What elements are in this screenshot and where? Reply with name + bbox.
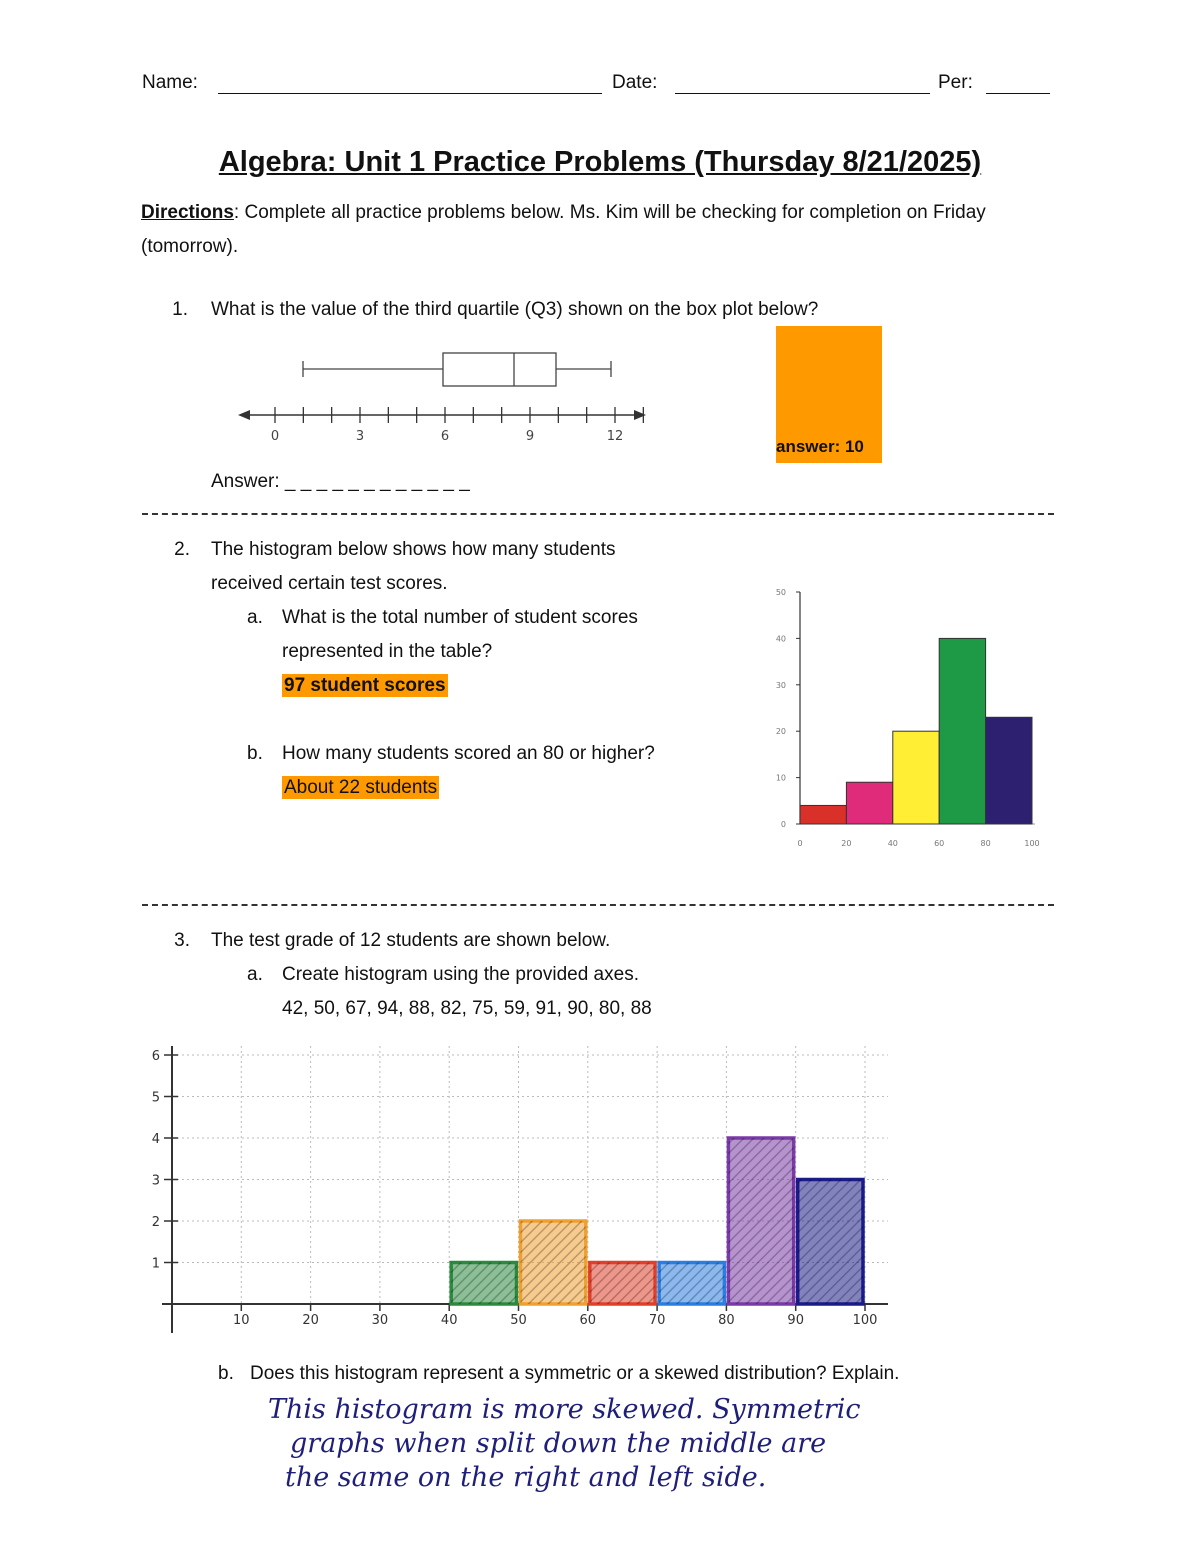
q3a-letter: a. — [247, 964, 263, 985]
drawn-bar-hatch — [521, 1221, 586, 1304]
directions-label: Directions — [141, 202, 234, 223]
q2b-letter: b. — [247, 743, 263, 764]
q1-answer-box — [776, 326, 882, 463]
score-histogram — [760, 582, 1050, 857]
student-header — [142, 72, 1052, 98]
handwritten-answer-line2: graphs when split down the middle are — [290, 1428, 827, 1459]
x-tick-label: 60 — [934, 839, 945, 848]
q2b-answer: About 22 students — [284, 777, 438, 798]
y-tick-label: 4 — [151, 1132, 160, 1147]
drawn-bar-hatch — [728, 1138, 793, 1304]
x-tick-label: 40 — [887, 839, 898, 848]
drawn-bar — [728, 1138, 793, 1304]
q3b-letter: b. — [218, 1363, 234, 1384]
q3a-question: Create histogram using the provided axes. — [282, 964, 639, 985]
drawn-bar — [659, 1263, 724, 1305]
x-tick-label: 70 — [648, 1313, 666, 1328]
histogram-bar — [846, 782, 892, 824]
histogram-bar — [939, 638, 985, 824]
separator-2 — [142, 904, 1054, 906]
y-tick-label: 6 — [151, 1049, 160, 1064]
date-label: Date: — [612, 72, 658, 93]
drawn-bar — [590, 1263, 655, 1305]
drawn-bar-hatch — [659, 1263, 724, 1305]
tick-label-0: 0 — [270, 429, 280, 444]
x-tick-label: 40 — [440, 1313, 458, 1328]
x-tick-label: 50 — [510, 1313, 527, 1328]
q3a-data: 42, 50, 67, 94, 88, 82, 75, 59, 91, 90, 80, 88 — [282, 998, 652, 1019]
y-tick-label: 1 — [151, 1256, 160, 1272]
drawn-histogram — [140, 1038, 900, 1338]
q1-question: What is the value of the third quartile (Q3) shown on the box plot below? — [211, 299, 819, 320]
name-label: Name: — [142, 72, 198, 93]
page-title: Algebra: Unit 1 Practice Problems (Thursday 8/21/2025) — [218, 146, 982, 178]
histogram-bar — [800, 805, 846, 824]
x-tick-label: 0 — [797, 839, 803, 848]
q2a-letter: a. — [247, 607, 263, 628]
y-tick-label: 20 — [775, 727, 786, 737]
number-line-labels — [271, 429, 623, 444]
x-tick-label: 60 — [579, 1313, 597, 1328]
q1-answer-line[interactable]: Answer: _ _ _ _ _ _ _ _ _ _ _ _ — [211, 471, 470, 492]
x-tick-label: 20 — [841, 839, 852, 848]
number-line-right-arrow — [634, 410, 646, 420]
q2-number: 2. — [174, 539, 190, 560]
y-tick-label: 0 — [780, 820, 786, 829]
q3b-question: Does this histogram represent a symmetric or a skewed distribution? Explain. — [250, 1363, 900, 1384]
box-plot — [230, 345, 660, 450]
y-tick-label: 5 — [151, 1090, 160, 1106]
q2b-question: How many students scored an 80 or higher? — [282, 743, 655, 764]
x-tick-label: 90 — [787, 1313, 804, 1328]
tick-label-6: 6 — [440, 429, 450, 444]
x-tick-label: 30 — [371, 1313, 389, 1328]
x-tick-label: 80 — [980, 839, 991, 848]
q1-answer-text: answer: 10 — [776, 437, 864, 456]
q2-question-line2: received certain test scores. — [211, 573, 448, 594]
x-tick-label: 100 — [1024, 839, 1040, 848]
tick-label-12: 12 — [606, 429, 624, 444]
directions-text: : Complete all practice problems below. Ms. Kim will be checking for completion on Friday (tomorrow). — [141, 202, 986, 257]
name-blank[interactable] — [218, 93, 602, 94]
y-tick-label: 3 — [151, 1173, 160, 1189]
y-tick-label: 10 — [775, 773, 786, 783]
y-tick-label: 30 — [775, 680, 786, 690]
drawn-bar — [798, 1180, 863, 1305]
q2-question-line1: The histogram below shows how many students — [211, 539, 616, 560]
tick-label-3: 3 — [355, 429, 365, 444]
x-tick-label: 100 — [852, 1313, 878, 1328]
handwritten-answer-line3: the same on the right and left side. — [285, 1462, 767, 1493]
y-tick-label: 50 — [775, 588, 786, 597]
y-tick-label: 2 — [151, 1215, 160, 1230]
handwritten-answer-line1: This histogram is more skewed. Symmetric — [268, 1394, 861, 1425]
date-blank[interactable] — [675, 93, 930, 94]
q3-number: 3. — [174, 930, 190, 951]
drawn-bar — [451, 1263, 516, 1305]
drawn-bar-hatch — [798, 1180, 863, 1305]
q2a-answer: 97 student scores — [284, 675, 446, 696]
number-line-left-arrow — [238, 410, 250, 420]
directions — [141, 196, 1061, 264]
separator-1 — [142, 513, 1054, 515]
q1-number: 1. — [172, 299, 188, 320]
drawn-bar-hatch — [451, 1263, 516, 1305]
y-tick-label: 40 — [775, 634, 786, 644]
histogram-bar — [893, 731, 939, 824]
period-blank[interactable] — [986, 93, 1050, 94]
tick-label-9: 9 — [525, 429, 535, 444]
drawn-bar-hatch — [590, 1263, 655, 1305]
histogram-bar — [986, 717, 1032, 824]
x-tick-label: 10 — [233, 1313, 250, 1328]
x-tick-label: 80 — [718, 1313, 735, 1328]
q2a-question-line2: represented in the table? — [282, 641, 493, 662]
q2a-question-line1: What is the total number of student scores — [282, 607, 638, 628]
period-label: Per: — [938, 72, 973, 93]
x-tick-label: 20 — [302, 1313, 319, 1328]
q3-question: The test grade of 12 students are shown below. — [211, 930, 611, 951]
box-plot-box — [443, 353, 556, 386]
drawn-bar — [521, 1221, 586, 1304]
